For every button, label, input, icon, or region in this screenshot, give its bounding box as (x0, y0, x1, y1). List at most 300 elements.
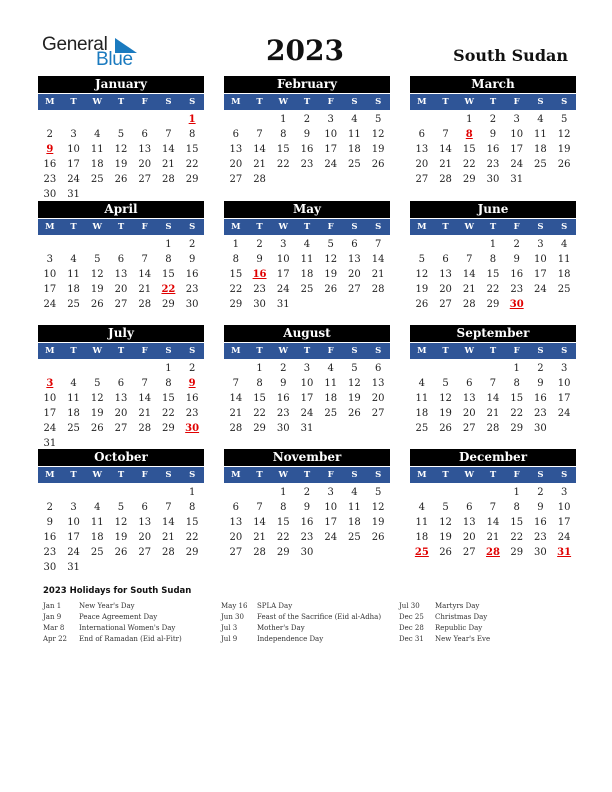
day-cell: 7 (232, 378, 240, 389)
month-name: February (224, 76, 390, 94)
month-august (224, 325, 390, 436)
month-december (410, 449, 576, 560)
weekday-label: W (92, 222, 103, 232)
day-cell: 29 (276, 547, 290, 558)
day-cell: 13 (348, 254, 361, 265)
day-cell: 20 (462, 408, 476, 419)
day-cell: 30 (534, 547, 547, 558)
holiday-row (43, 634, 221, 645)
day-cell: 6 (466, 502, 473, 513)
day-cell: 15 (276, 144, 290, 155)
day-cell: 7 (165, 502, 172, 513)
day-cell: 19 (90, 408, 104, 419)
day-cell: 18 (534, 144, 547, 155)
day-cell: 24 (534, 284, 547, 295)
holiday-day-cell: 8 (465, 129, 473, 140)
day-cell: 24 (557, 408, 571, 419)
weekday-label: T (489, 346, 497, 356)
day-cell: 26 (348, 408, 361, 419)
day-cell: 16 (510, 269, 524, 280)
empty-cell (410, 361, 434, 376)
day-cell: 9 (280, 378, 287, 389)
day-cell: 27 (229, 547, 243, 558)
day-cell: 25 (557, 284, 571, 295)
day-cell: 1 (513, 363, 520, 374)
holiday-row (43, 601, 221, 612)
day-cell: 24 (67, 174, 80, 185)
day-cell: 10 (534, 254, 547, 265)
day-cell: 27 (229, 174, 243, 185)
day-cell: 30 (300, 547, 314, 558)
day-cell: 14 (138, 393, 152, 404)
day-cell: 20 (439, 284, 452, 295)
weekday-header (410, 467, 576, 483)
day-cell: 15 (162, 269, 175, 280)
weekday-label: F (513, 222, 520, 232)
day-cell: 20 (229, 159, 243, 170)
weekday-label: M (231, 97, 241, 107)
day-cell: 20 (114, 284, 128, 295)
day-cell: 8 (489, 254, 497, 265)
day-cell: 21 (138, 284, 152, 295)
empty-cell (109, 112, 133, 127)
empty-cell (38, 361, 62, 376)
weekday-label: T (303, 346, 311, 356)
day-cell: 5 (117, 502, 125, 513)
day-cell: 9 (537, 378, 544, 389)
day-cell: 15 (185, 517, 199, 528)
empty-cell (62, 112, 86, 127)
day-cell: 8 (188, 129, 196, 140)
weekday-label: T (256, 346, 263, 356)
weekday-header (38, 343, 204, 359)
weekday-header (224, 94, 390, 110)
day-cell: 5 (117, 129, 125, 140)
weekday-label: M (231, 470, 241, 480)
holiday-name: International Women's Day (79, 624, 176, 632)
empty-cell (85, 112, 109, 127)
day-cell: 13 (462, 393, 476, 404)
empty-cell (224, 361, 248, 376)
day-cell: 16 (43, 532, 57, 543)
day-cell: 17 (67, 532, 80, 543)
empty-cell (457, 361, 481, 376)
weekday-label: F (141, 97, 148, 107)
day-cell: 23 (510, 284, 524, 295)
holiday-day-cell: 1 (188, 114, 196, 125)
day-cell: 6 (374, 363, 382, 374)
month-july (38, 325, 204, 451)
day-cell: 23 (43, 547, 57, 558)
day-cell: 12 (415, 269, 429, 280)
day-cell: 1 (256, 363, 263, 374)
day-cell: 20 (371, 393, 385, 404)
day-cell: 19 (324, 269, 338, 280)
weekday-label: T (303, 97, 311, 107)
day-cell: 16 (185, 269, 199, 280)
day-cell: 30 (43, 189, 57, 200)
day-cell: 28 (486, 423, 500, 434)
day-cell: 25 (90, 547, 104, 558)
weekday-label: T (256, 470, 263, 480)
holiday-day-cell: 9 (46, 144, 54, 155)
holiday-day-cell: 9 (188, 378, 196, 389)
day-cell: 14 (229, 393, 243, 404)
weekday-label: S (537, 470, 544, 480)
empty-cell (481, 485, 505, 500)
day-cell: 17 (300, 393, 314, 404)
empty-cell (224, 112, 248, 127)
day-cell: 24 (324, 532, 338, 543)
day-cell: 13 (114, 393, 128, 404)
holiday-day-cell: 31 (557, 547, 572, 558)
day-cell: 4 (303, 239, 311, 250)
holiday-name: End of Ramadan (Eid al-Fitr) (79, 635, 182, 643)
weekday-header (38, 467, 204, 483)
day-cell: 27 (348, 284, 361, 295)
day-cell: 29 (486, 299, 500, 310)
day-cell: 31 (510, 174, 524, 185)
day-cell: 17 (557, 517, 571, 528)
day-cell: 3 (70, 502, 77, 513)
day-cell: 9 (303, 502, 311, 513)
day-cell: 4 (351, 487, 358, 498)
day-cell: 21 (253, 532, 266, 543)
holiday-day-cell: 25 (414, 547, 429, 558)
day-cell: 8 (188, 502, 196, 513)
day-cell: 1 (513, 487, 520, 498)
weekday-label: T (256, 222, 263, 232)
day-cell: 23 (185, 408, 199, 419)
day-cell: 21 (486, 532, 500, 543)
day-cell: 24 (43, 423, 57, 434)
day-cell: 21 (371, 269, 385, 280)
weekday-label: M (231, 346, 241, 356)
weekday-label: T (256, 97, 263, 107)
day-cell: 11 (324, 378, 338, 389)
day-cell: 12 (324, 254, 338, 265)
weekday-label: S (375, 346, 382, 356)
day-cell: 20 (348, 269, 361, 280)
empty-cell (85, 361, 109, 376)
day-cell: 4 (70, 254, 77, 265)
day-cell: 26 (114, 174, 128, 185)
empty-cell (410, 112, 434, 127)
day-cell: 19 (371, 144, 385, 155)
day-cell: 25 (324, 408, 338, 419)
day-cell: 20 (138, 532, 152, 543)
day-cell: 22 (276, 159, 290, 170)
weekday-label: M (417, 222, 427, 232)
holiday-name: Independence Day (257, 635, 324, 643)
weekday-label: S (537, 222, 544, 232)
day-cell: 30 (253, 299, 266, 310)
day-cell: 10 (557, 502, 571, 513)
day-cell: 12 (114, 517, 128, 528)
day-cell: 25 (348, 532, 361, 543)
empty-cell (434, 237, 458, 252)
day-cell: 29 (162, 299, 175, 310)
day-cell: 19 (348, 393, 361, 404)
day-cell: 18 (67, 284, 80, 295)
weekday-label: S (351, 222, 358, 232)
empty-cell (85, 237, 109, 252)
day-cell: 2 (303, 487, 311, 498)
holiday-column (221, 601, 399, 645)
month-february (224, 76, 390, 187)
month-name: January (38, 76, 204, 94)
weekday-label: S (189, 222, 196, 232)
day-cell: 2 (489, 114, 497, 125)
holiday-day-cell: 30 (185, 423, 200, 434)
weekday-label: W (92, 97, 103, 107)
day-cell: 7 (256, 502, 263, 513)
empty-cell (224, 485, 248, 500)
empty-cell (109, 485, 133, 500)
day-cell: 29 (253, 423, 266, 434)
logo (42, 34, 152, 72)
empty-cell (38, 112, 62, 127)
day-cell: 26 (415, 299, 429, 310)
day-cell: 18 (300, 269, 314, 280)
weekday-label: T (117, 346, 125, 356)
day-cell: 17 (276, 269, 290, 280)
day-cell: 15 (510, 517, 524, 528)
day-cell: 6 (232, 502, 240, 513)
day-cell: 11 (415, 517, 429, 528)
day-cell: 8 (165, 254, 172, 265)
day-cell: 2 (256, 239, 263, 250)
weekday-label: S (351, 97, 358, 107)
day-cell: 12 (371, 129, 385, 140)
day-cell: 1 (280, 487, 287, 498)
day-cell: 30 (486, 174, 500, 185)
day-cell: 6 (418, 129, 426, 140)
weekday-label: W (464, 470, 475, 480)
holiday-column (399, 601, 579, 645)
day-cell: 9 (188, 254, 196, 265)
day-cell: 23 (300, 532, 314, 543)
day-cell: 13 (462, 517, 476, 528)
empty-cell (85, 485, 109, 500)
weekday-header (224, 219, 390, 235)
day-cell: 28 (462, 299, 476, 310)
empty-cell (410, 485, 434, 500)
holiday-name: Martyrs Day (435, 602, 480, 610)
day-cell: 17 (43, 284, 57, 295)
day-cell: 11 (67, 269, 80, 280)
weekday-label: T (70, 222, 77, 232)
weekday-label: T (303, 470, 311, 480)
day-cell: 15 (486, 269, 500, 280)
holiday-date: Mar 8 (43, 624, 65, 632)
empty-cell (62, 485, 86, 500)
holiday-date: Jun 30 (221, 613, 244, 621)
weekday-label: M (417, 346, 427, 356)
weekday-header (410, 219, 576, 235)
day-cell: 26 (90, 423, 104, 434)
day-cell: 9 (256, 254, 263, 265)
day-cell: 24 (43, 299, 57, 310)
day-cell: 16 (185, 393, 199, 404)
empty-cell (248, 112, 272, 127)
day-cell: 4 (560, 239, 568, 250)
day-cell: 28 (371, 284, 385, 295)
day-cell: 6 (232, 129, 240, 140)
weekday-label: S (189, 346, 196, 356)
day-cell: 14 (486, 517, 500, 528)
day-cell: 1 (489, 239, 497, 250)
weekday-label: T (117, 222, 125, 232)
empty-cell (434, 485, 458, 500)
weekday-label: T (117, 470, 125, 480)
day-cell: 1 (280, 114, 287, 125)
holiday-name: New Year's Day (79, 602, 135, 610)
day-cell: 16 (43, 159, 57, 170)
holiday-list (43, 586, 583, 645)
day-cell: 22 (510, 532, 524, 543)
day-cell: 4 (351, 114, 358, 125)
day-cell: 24 (557, 532, 571, 543)
day-cell: 26 (439, 423, 452, 434)
day-cell: 9 (537, 502, 544, 513)
empty-cell (481, 361, 505, 376)
day-cell: 7 (489, 378, 497, 389)
day-cell: 1 (232, 239, 240, 250)
day-cell: 3 (560, 363, 568, 374)
day-cell: 9 (513, 254, 520, 265)
day-cell: 8 (165, 378, 172, 389)
weekday-label: T (442, 470, 449, 480)
day-cell: 2 (537, 487, 544, 498)
day-cell: 12 (348, 378, 361, 389)
day-cell: 23 (43, 174, 57, 185)
day-cell: 17 (43, 408, 57, 419)
weekday-label: S (165, 470, 172, 480)
day-cell: 28 (253, 547, 266, 558)
holiday-date: Dec 25 (399, 613, 424, 621)
weekday-label: S (351, 470, 358, 480)
day-cell: 25 (67, 299, 80, 310)
weekday-label: S (375, 222, 382, 232)
day-cell: 29 (185, 547, 199, 558)
day-cell: 21 (162, 159, 175, 170)
day-cell: 22 (162, 408, 175, 419)
month-name: August (224, 325, 390, 343)
day-cell: 1 (165, 363, 172, 374)
day-cell: 14 (253, 144, 266, 155)
day-cell: 2 (537, 363, 544, 374)
day-cell: 19 (557, 144, 571, 155)
weekday-label: T (489, 470, 497, 480)
month-name: March (410, 76, 576, 94)
day-cell: 30 (43, 562, 57, 573)
day-cell: 15 (276, 517, 290, 528)
day-cell: 26 (557, 159, 571, 170)
day-cell: 10 (276, 254, 290, 265)
day-cell: 20 (462, 532, 476, 543)
holiday-name: Christmas Day (435, 613, 488, 621)
day-cell: 7 (466, 254, 473, 265)
day-cell: 18 (67, 408, 80, 419)
day-cell: 25 (348, 159, 361, 170)
day-cell: 14 (253, 517, 266, 528)
weekday-header (224, 343, 390, 359)
day-cell: 30 (276, 423, 290, 434)
weekday-label: S (189, 97, 196, 107)
empty-cell (248, 485, 272, 500)
empty-cell (410, 237, 434, 252)
day-cell: 23 (534, 408, 547, 419)
day-cell: 19 (439, 408, 452, 419)
holiday-row (221, 601, 399, 612)
holiday-date: Jan 9 (43, 613, 62, 621)
day-cell: 22 (185, 159, 199, 170)
weekday-label: M (45, 346, 55, 356)
day-cell: 4 (70, 378, 77, 389)
day-cell: 2 (188, 239, 196, 250)
holiday-name: Mother's Day (257, 624, 305, 632)
day-cell: 3 (280, 239, 287, 250)
day-cell: 27 (138, 547, 152, 558)
weekday-label: W (464, 346, 475, 356)
holiday-row (399, 634, 579, 645)
day-cell: 13 (229, 517, 243, 528)
day-cell: 19 (371, 517, 385, 528)
day-cell: 2 (46, 502, 54, 513)
day-cell: 7 (256, 129, 263, 140)
weekday-label: S (165, 97, 172, 107)
weekday-header (410, 343, 576, 359)
weekday-label: M (45, 222, 55, 232)
month-name: December (410, 449, 576, 467)
weekday-label: F (513, 97, 520, 107)
day-cell: 12 (557, 129, 571, 140)
weekday-label: S (375, 470, 382, 480)
weekday-label: W (278, 222, 289, 232)
holiday-date: Jul 3 (221, 624, 238, 632)
day-cell: 18 (348, 517, 361, 528)
empty-cell (133, 237, 157, 252)
empty-cell (133, 112, 157, 127)
holiday-date: Jul 30 (399, 602, 420, 610)
day-cell: 8 (513, 378, 520, 389)
day-cell: 26 (90, 299, 104, 310)
day-cell: 6 (141, 129, 148, 140)
weekday-label: W (278, 470, 289, 480)
day-cell: 13 (439, 269, 452, 280)
day-cell: 10 (67, 517, 80, 528)
day-cell: 26 (439, 547, 452, 558)
day-cell: 13 (138, 144, 152, 155)
day-cell: 27 (114, 299, 128, 310)
weekday-label: W (92, 346, 103, 356)
weekday-label: W (464, 97, 475, 107)
weekday-label: S (561, 346, 568, 356)
weekday-label: M (45, 97, 55, 107)
day-cell: 17 (557, 393, 571, 404)
month-may (224, 201, 390, 312)
day-cell: 11 (415, 393, 429, 404)
month-april (38, 201, 204, 312)
day-cell: 17 (324, 517, 338, 528)
day-cell: 25 (415, 423, 429, 434)
day-cell: 5 (374, 487, 382, 498)
day-cell: 5 (442, 502, 449, 513)
holiday-name: New Year's Eve (435, 635, 491, 643)
day-cell: 3 (327, 487, 334, 498)
day-cell: 3 (303, 363, 311, 374)
